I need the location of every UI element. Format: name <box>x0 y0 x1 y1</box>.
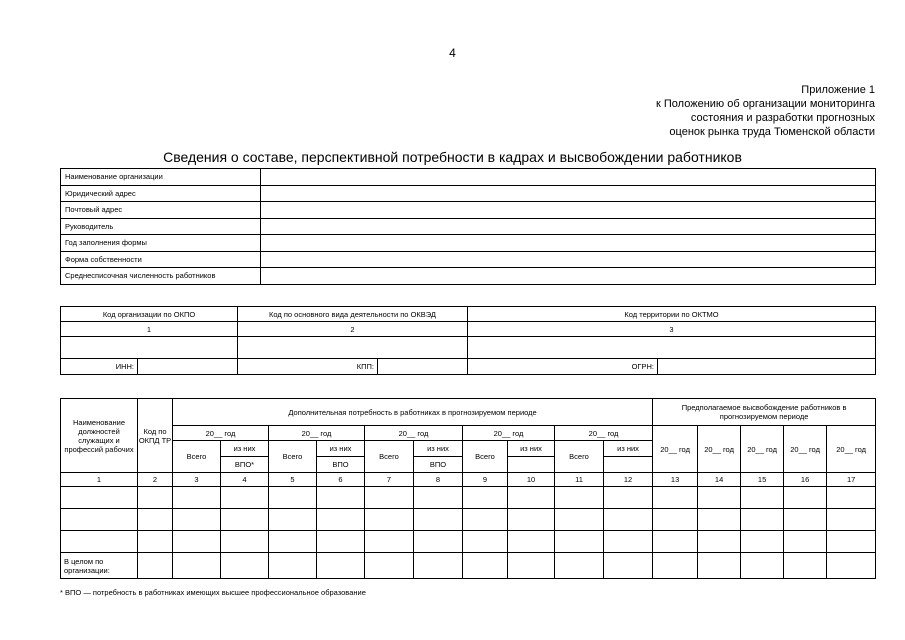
data-cell[interactable] <box>317 531 365 553</box>
year-header: 20__ год <box>555 426 653 441</box>
data-cell[interactable] <box>221 553 269 579</box>
total-header: Всего <box>173 441 221 473</box>
table-row <box>61 399 876 426</box>
data-cell[interactable] <box>414 509 463 531</box>
data-cell[interactable] <box>508 487 555 509</box>
data-cell[interactable] <box>365 509 414 531</box>
column-number: 17 <box>827 473 876 487</box>
total-row-label: В целом по организации: <box>61 553 138 579</box>
total-header: Всего <box>365 441 414 473</box>
of-them-label: из них <box>317 441 364 457</box>
data-cell[interactable] <box>741 553 784 579</box>
data-cell[interactable] <box>508 531 555 553</box>
page-number: 4 <box>449 46 456 60</box>
data-cell[interactable] <box>698 553 741 579</box>
field-value[interactable] <box>261 185 876 202</box>
data-cell[interactable] <box>365 553 414 579</box>
inn-value[interactable] <box>138 359 238 375</box>
data-cell[interactable] <box>604 487 653 509</box>
data-cell[interactable] <box>61 487 138 509</box>
data-cell[interactable] <box>827 487 876 509</box>
year-header: 20__ год <box>269 426 365 441</box>
data-cell[interactable] <box>555 509 604 531</box>
data-cell[interactable] <box>269 531 317 553</box>
data-cell[interactable] <box>698 487 741 509</box>
staff-needs-table <box>60 398 876 579</box>
table-row <box>61 185 876 202</box>
column-number: 7 <box>365 473 414 487</box>
data-cell[interactable] <box>653 553 698 579</box>
data-cell[interactable] <box>61 531 138 553</box>
table-row <box>61 487 876 509</box>
of-them-label: из них <box>508 441 554 457</box>
data-cell[interactable] <box>138 487 173 509</box>
table-row <box>61 251 876 268</box>
column-number: 10 <box>508 473 555 487</box>
data-cell[interactable] <box>269 553 317 579</box>
appendix-line: к Положению об организации мониторинга <box>656 98 875 110</box>
data-cell[interactable] <box>365 531 414 553</box>
data-cell[interactable] <box>784 531 827 553</box>
table-row <box>61 359 876 375</box>
data-cell[interactable] <box>463 553 508 579</box>
inn-label: ИНН: <box>61 359 138 375</box>
column-number: 2 <box>138 473 173 487</box>
data-cell[interactable] <box>173 531 221 553</box>
footnote: * ВПО — потребность в работниках имеющих высшее профессиональное образование <box>60 588 366 597</box>
data-cell[interactable] <box>653 487 698 509</box>
field-value[interactable] <box>261 169 876 186</box>
column-number: 5 <box>269 473 317 487</box>
data-cell[interactable] <box>555 553 604 579</box>
data-cell[interactable] <box>317 553 365 579</box>
data-cell[interactable] <box>784 509 827 531</box>
table-row <box>61 268 876 285</box>
data-cell[interactable] <box>555 531 604 553</box>
okpo-header: Код организации по ОКПО <box>61 307 238 322</box>
year-header: 20__ год <box>827 426 876 473</box>
of-them-header <box>317 441 365 473</box>
of-them-header <box>414 441 463 473</box>
organization-info-table <box>60 168 876 285</box>
data-cell[interactable] <box>61 509 138 531</box>
oktmo-header: Код территории по ОКТМО <box>468 307 876 322</box>
release-header: Предполагаемое высвобождение работников в прогнозируемом периоде <box>653 399 876 426</box>
data-cell[interactable] <box>698 509 741 531</box>
column-number: 3 <box>468 322 876 337</box>
appendix-line: оценок рынка труда Тюменской области <box>669 126 875 138</box>
data-cell[interactable] <box>463 509 508 531</box>
data-cell[interactable] <box>221 531 269 553</box>
field-value[interactable] <box>261 268 876 285</box>
total-header: Всего <box>555 441 604 473</box>
ogrn-label: ОГРН: <box>468 359 658 375</box>
appendix-line: Приложение 1 <box>801 84 875 96</box>
table-row <box>61 218 876 235</box>
column-number: 11 <box>555 473 604 487</box>
table-row <box>61 169 876 186</box>
data-cell[interactable] <box>414 553 463 579</box>
appendix-note <box>656 83 875 139</box>
field-label: Руководитель <box>61 218 261 235</box>
column-numbers-row <box>61 473 876 487</box>
field-label: Юридический адрес <box>61 185 261 202</box>
year-header: 20__ год <box>173 426 269 441</box>
data-cell[interactable] <box>827 509 876 531</box>
data-cell[interactable] <box>555 487 604 509</box>
data-cell[interactable] <box>784 487 827 509</box>
codes-table <box>60 306 876 375</box>
data-cell[interactable] <box>463 487 508 509</box>
data-cell[interactable] <box>269 509 317 531</box>
kpp-label: КПП: <box>238 359 378 375</box>
table-row <box>61 235 876 252</box>
year-header: 20__ год <box>741 426 784 473</box>
okpo-value[interactable] <box>61 337 238 359</box>
ogrn-value[interactable] <box>658 359 876 375</box>
column-number: 3 <box>173 473 221 487</box>
field-value[interactable] <box>261 251 876 268</box>
data-cell[interactable] <box>414 487 463 509</box>
oktmo-value[interactable] <box>468 337 876 359</box>
data-cell[interactable] <box>173 553 221 579</box>
kpp-value[interactable] <box>378 359 468 375</box>
table-row <box>61 307 876 322</box>
data-cell[interactable] <box>138 509 173 531</box>
table-row <box>61 509 876 531</box>
of-them-label: из них <box>414 441 462 457</box>
document-title: Сведения о составе, перспективной потребности в кадрах и высвобождении работников <box>163 149 742 165</box>
table-row <box>61 322 876 337</box>
column-number: 14 <box>698 473 741 487</box>
data-cell[interactable] <box>463 531 508 553</box>
col-name-header: Наименование должностей служащих и профессий рабочих <box>61 399 138 473</box>
column-number: 1 <box>61 322 238 337</box>
table-row <box>61 337 876 359</box>
data-cell[interactable] <box>741 531 784 553</box>
data-cell[interactable] <box>604 531 653 553</box>
data-cell[interactable] <box>741 509 784 531</box>
data-cell[interactable] <box>741 487 784 509</box>
total-header: Всего <box>463 441 508 473</box>
data-cell[interactable] <box>414 531 463 553</box>
field-value[interactable] <box>261 218 876 235</box>
data-cell[interactable] <box>365 487 414 509</box>
additional-need-header: Дополнительная потребность в работниках в прогнозируемом периоде <box>173 399 653 426</box>
of-them-header <box>221 441 269 473</box>
okved-value[interactable] <box>238 337 468 359</box>
data-cell[interactable] <box>317 509 365 531</box>
table-row <box>61 202 876 219</box>
of-them-header <box>604 441 653 473</box>
data-cell[interactable] <box>138 531 173 553</box>
okved-header: Код по основного вида деятельности по ОКВЭД <box>238 307 468 322</box>
of-them-label: из них <box>604 441 652 457</box>
data-cell[interactable] <box>653 509 698 531</box>
data-cell[interactable] <box>138 553 173 579</box>
data-cell[interactable] <box>221 509 269 531</box>
column-number: 2 <box>238 322 468 337</box>
column-number: 16 <box>784 473 827 487</box>
data-cell[interactable] <box>269 487 317 509</box>
field-label: Среднесписочная численность работников <box>61 268 261 285</box>
appendix-line: состояния и разработки прогнозных <box>690 112 875 124</box>
column-number: 1 <box>61 473 138 487</box>
field-label: Почтовый адрес <box>61 202 261 219</box>
column-number: 4 <box>221 473 269 487</box>
data-cell[interactable] <box>508 553 555 579</box>
field-label: Форма собственности <box>61 251 261 268</box>
column-number: 15 <box>741 473 784 487</box>
table-row <box>61 531 876 553</box>
data-cell[interactable] <box>221 487 269 509</box>
data-cell[interactable] <box>173 509 221 531</box>
year-header: 20__ год <box>365 426 463 441</box>
vpo-label: ВПО <box>429 460 447 469</box>
column-number: 13 <box>653 473 698 487</box>
data-cell[interactable] <box>604 553 653 579</box>
year-header: 20__ год <box>463 426 555 441</box>
of-them-label: из них <box>221 441 268 457</box>
column-number: 6 <box>317 473 365 487</box>
total-row <box>61 553 876 579</box>
vpo-label: ВПО <box>332 460 349 469</box>
column-number: 8 <box>414 473 463 487</box>
field-label: Наименование организации <box>61 169 261 186</box>
year-header: 20__ год <box>698 426 741 473</box>
field-label: Год заполнения формы <box>61 235 261 252</box>
data-cell[interactable] <box>604 509 653 531</box>
column-number: 12 <box>604 473 653 487</box>
total-header: Всего <box>269 441 317 473</box>
col-okpd-header: Код по ОКПД ТР <box>138 399 173 473</box>
data-cell[interactable] <box>173 487 221 509</box>
of-them-header <box>508 441 555 473</box>
vpo-label: ВПО* <box>234 460 255 469</box>
data-cell[interactable] <box>317 487 365 509</box>
column-number: 9 <box>463 473 508 487</box>
data-cell[interactable] <box>784 553 827 579</box>
data-cell[interactable] <box>698 531 741 553</box>
data-cell[interactable] <box>827 531 876 553</box>
data-cell[interactable] <box>508 509 555 531</box>
table-row <box>61 426 876 441</box>
data-cell[interactable] <box>653 531 698 553</box>
data-cell[interactable] <box>827 553 876 579</box>
field-value[interactable] <box>261 202 876 219</box>
year-header: 20__ год <box>653 426 698 473</box>
year-header: 20__ год <box>784 426 827 473</box>
field-value[interactable] <box>261 235 876 252</box>
